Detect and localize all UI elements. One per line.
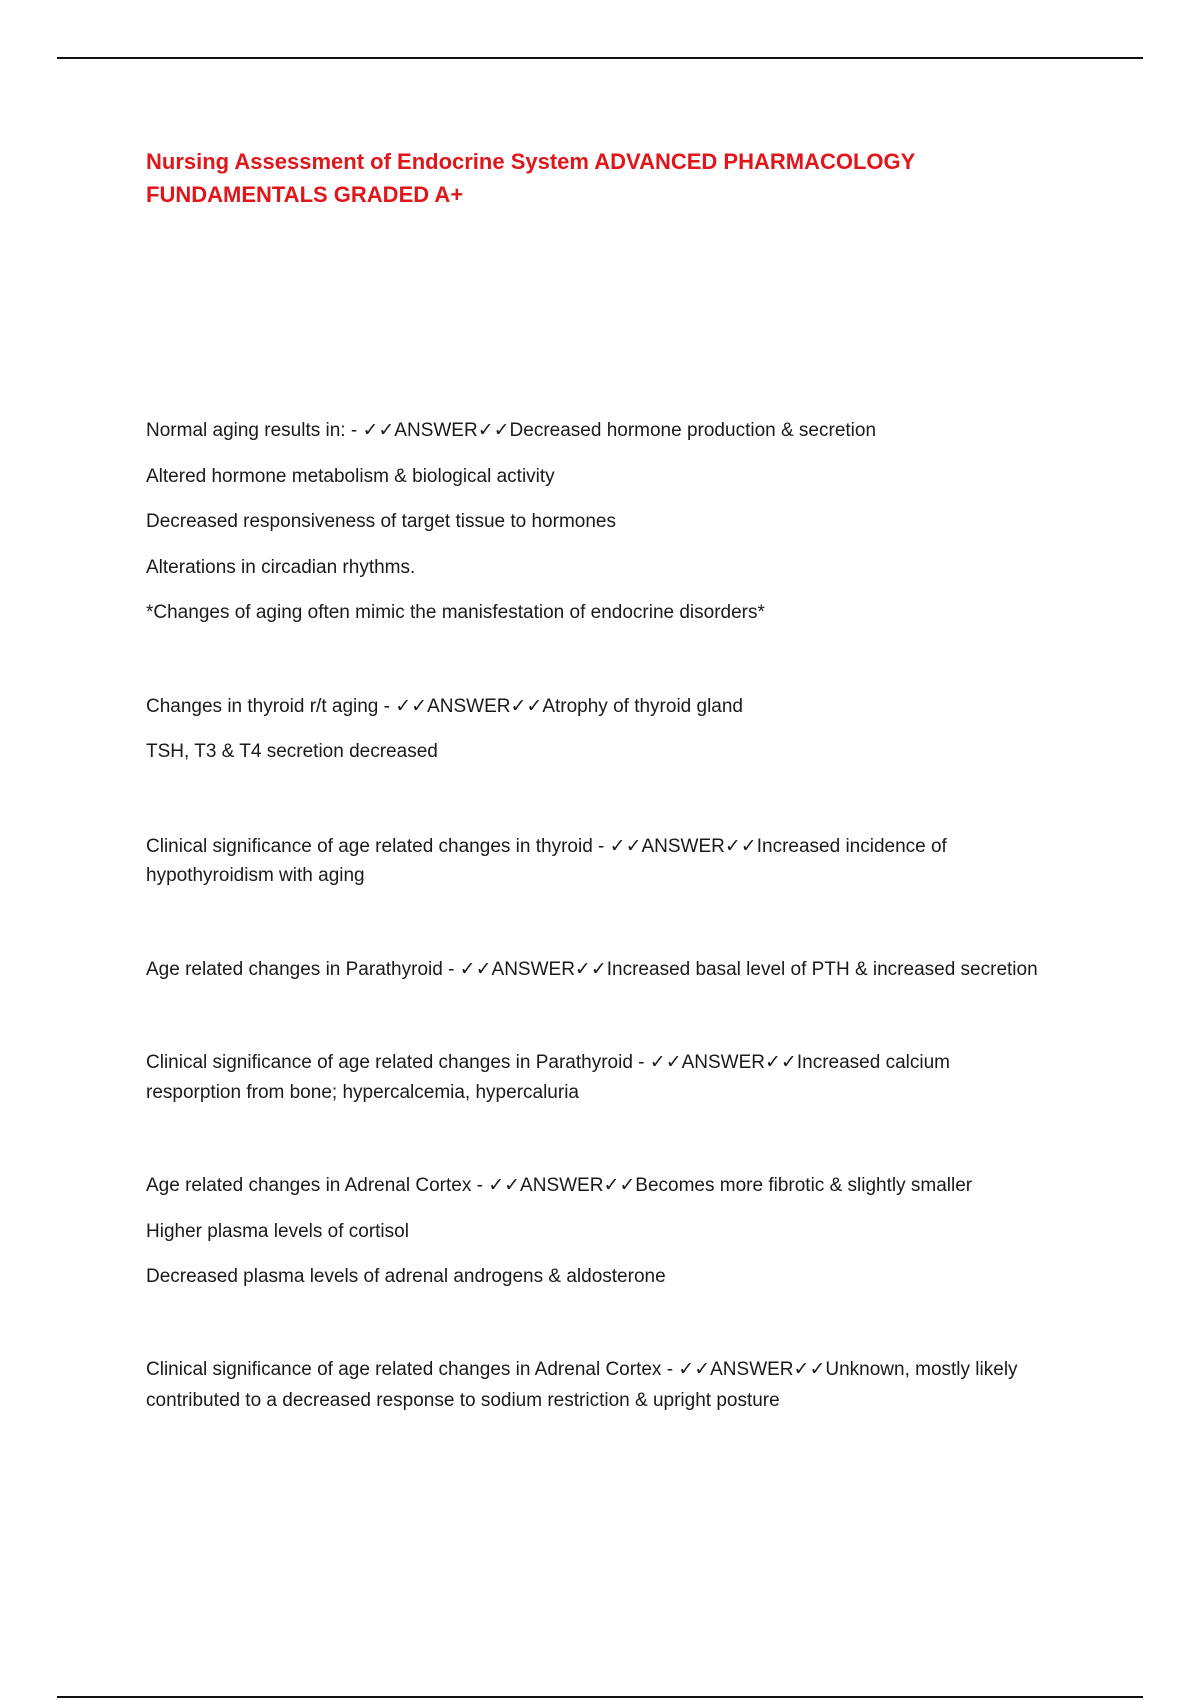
qa-line: Altered hormone metabolism & biological activity — [146, 466, 555, 487]
qa-line: contributed to a decreased response to sodium restriction & upright posture — [146, 1390, 780, 1411]
qa-line: Decreased plasma levels of adrenal androgens & aldosterone — [146, 1266, 666, 1287]
qa-line: Higher plasma levels of cortisol — [146, 1221, 409, 1242]
top-divider — [57, 57, 1143, 59]
qa-line: Normal aging results in: - ✓✓ANSWER✓✓Decreased hormone production & secretion — [146, 420, 877, 441]
document-title: Nursing Assessment of Endocrine System ADVANCED PHARMACOLOGY FUNDAMENTALS GRADED A+ — [146, 149, 915, 207]
qa-line: Clinical significance of age related changes in Adrenal Cortex - ✓✓ANSWER✓✓Unknown, mostly likely — [146, 1359, 1018, 1380]
bottom-divider — [57, 1696, 1143, 1698]
qa-line: Alterations in circadian rhythms. — [146, 557, 416, 578]
qa-line: Changes in thyroid r/t aging - ✓✓ANSWER✓✓Atrophy of thyroid gland — [146, 696, 743, 717]
qa-line: Clinical significance of age related changes in Parathyroid - ✓✓ANSWER✓✓Increased calcium — [146, 1052, 950, 1073]
qa-line: *Changes of aging often mimic the manisfestation of endocrine disorders* — [146, 602, 765, 623]
qa-line: hypothyroidism with aging — [146, 865, 365, 886]
qa-line: Decreased responsiveness of target tissue to hormones — [146, 511, 616, 532]
qa-line: resporption from bone; hypercalcemia, hypercaluria — [146, 1082, 579, 1103]
qa-line: Age related changes in Parathyroid - ✓✓ANSWER✓✓Increased basal level of PTH & increased secretion — [146, 959, 1038, 980]
qa-line: Age related changes in Adrenal Cortex - ✓✓ANSWER✓✓Becomes more fibrotic & slightly smaller — [146, 1175, 973, 1196]
qa-line: TSH, T3 & T4 secretion decreased — [146, 741, 438, 762]
qa-line: Clinical significance of age related changes in thyroid - ✓✓ANSWER✓✓Increased incidence of — [146, 836, 947, 857]
